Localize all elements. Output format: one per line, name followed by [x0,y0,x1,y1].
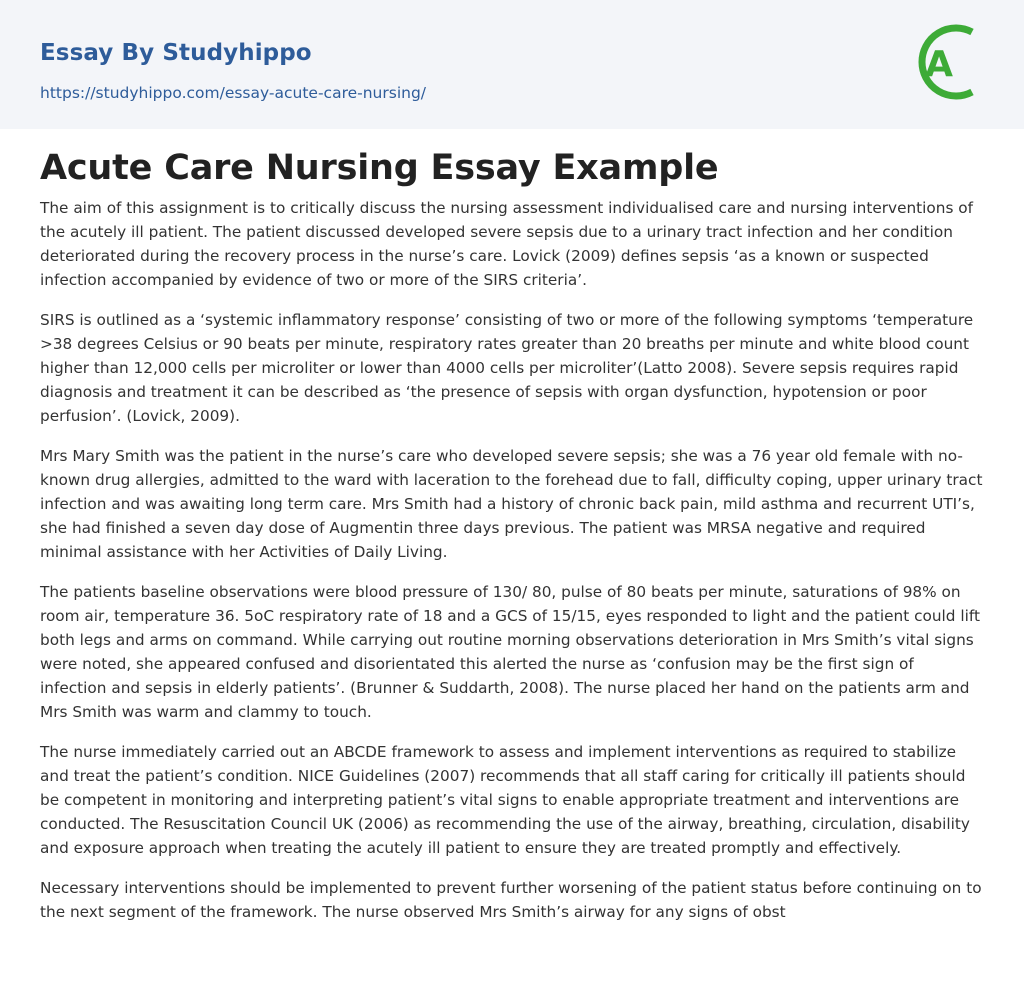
source-url-link[interactable]: https://studyhippo.com/essay-acute-care-nursing/ [40,84,427,102]
essay-paragraph: Necessary interventions should be implemented to prevent further worsening of the patient status before continuing on to the next segment of the framework. The nurse observed Mrs Smith’s airway for any signs of obst [40,879,982,921]
essay-content [0,129,1024,924]
essay-paragraph: Mrs Mary Smith was the patient in the nurse’s care who developed severe sepsis; she was a 76 year old female with no-known drug allergies, admitted to the ward with laceration to the forehead due to fall, difficulty coping, upper urinary tract infection and was awaiting long term care. Mrs Smith had a history of chronic back pain, mild asthma and recurrent UTI’s, she had finished a seven day dose of Augmentin three days previous. The patient was MRSA negative and required minimal assistance with her Activities of Daily Living. [40,447,983,561]
essay-title: Acute Care Nursing Essay Example [40,148,719,188]
essay-paragraph: SIRS is outlined as a ‘systemic inflammatory response’ consisting of two or more of the following symptoms ‘temperature >38 degrees Celsius or 90 beats per minute, respiratory rates greater than 20 breaths per minute and white blood count higher than 12,000 cells per microliter or lower than 4000 cells per microliter’(Latto 2008). Severe sepsis requires rapid diagnosis and treatment it can be described as ‘the presence of sepsis with organ dysfunction, hypotension or poor perfusion’. (Lovick, 2009). [40,311,974,425]
logo-letter: A [925,44,953,85]
page-header [0,0,1024,129]
essay-paragraph: The patients baseline observations were blood pressure of 130/ 80, pulse of 80 beats per minute, saturations of 98% on room air, temperature 36. 5oC respiratory rate of 18 and a GCS of 15/15, eyes responded to light and the patient could lift both legs and arms on command. While carrying out routine morning observations deterioration in Mrs Smith’s vital signs were noted, she appeared confused and disorientated this alerted the nurse as ‘confusion may be the first sign of infection and sepsis in elderly patients’. (Brunner & Suddarth, 2008). The nurse placed her hand on the patients arm and Mrs Smith was warm and clammy to touch. [40,583,980,721]
essay-paragraph: The nurse immediately carried out an ABCDE framework to assess and implement interventions as required to stabilize and treat the patient’s condition. NICE Guidelines (2007) recommends that all staff caring for critically ill patients should be competent in monitoring and interpreting patient’s vital signs to enable appropriate treatment and interventions are conducted. The Resuscitation Council UK (2006) as recommending the use of the airway, breathing, circulation, disability and exposure approach when treating the acutely ill patient to ensure they are treated promptly and effectively. [40,743,970,857]
essay-paragraph: The aim of this assignment is to critically discuss the nursing assessment individualised care and nursing interventions of the acutely ill patient. The patient discussed developed severe sepsis due to a urinary tract infection and her condition deteriorated during the recovery process in the nurse’s care. Lovick (2009) defines sepsis ‘as a known or suspected infection accompanied by evidence of two or more of the SIRS criteria’. [40,199,974,289]
site-brand: Essay By Studyhippo [40,40,312,66]
studyhippo-logo-icon [912,19,986,105]
